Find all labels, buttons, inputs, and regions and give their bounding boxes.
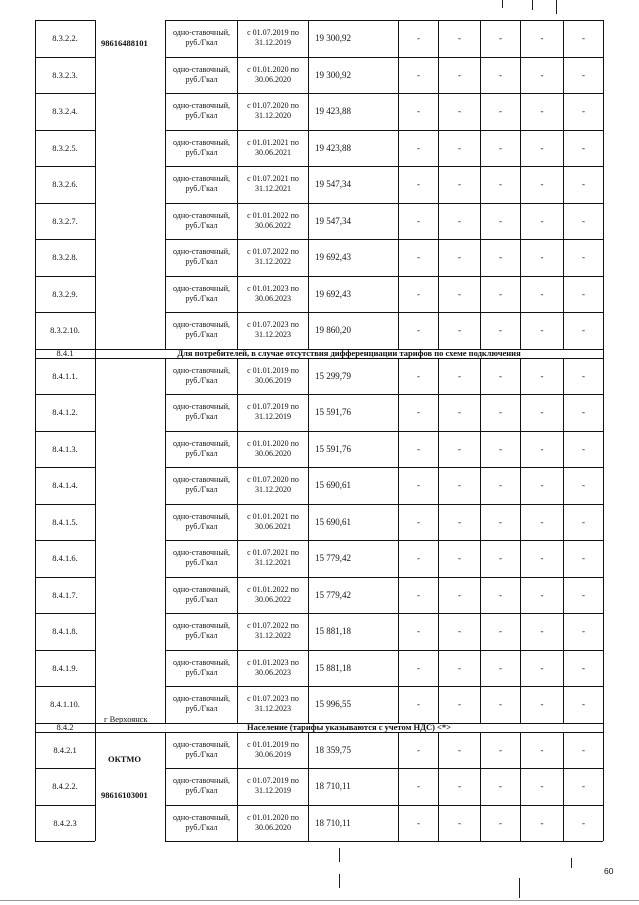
tariff-value: 15 881,18 (315, 662, 351, 673)
row-rule (603, 358, 604, 395)
empty-value-dash: - (582, 553, 585, 564)
row-code: 8.4.2.1 (53, 744, 77, 755)
tariff-type: одно-ставочный, руб./Гкал (173, 621, 230, 641)
section-rule (603, 723, 604, 732)
row-rule (95, 276, 96, 313)
empty-value-dash: - (499, 407, 502, 418)
scan-edge (0, 900, 639, 901)
row-rule (95, 540, 96, 577)
row-rule (95, 504, 96, 541)
row-rule (95, 613, 96, 650)
empty-value-dash: - (458, 662, 461, 673)
tariff-type: одно-ставочный, руб./Гкал (173, 283, 230, 303)
empty-value-dash: - (582, 179, 585, 190)
tariff-value: 19 692,43 (315, 252, 351, 263)
empty-value-dash: - (458, 325, 461, 336)
row-code: 8.4.1.5. (52, 516, 78, 527)
tariff-type: одно-ставочный, руб./Гкал (173, 174, 230, 194)
tariff-period: с 01.07.2023 по 31.12.2023 (247, 320, 299, 340)
row-code: 8.3.2.3. (52, 69, 78, 80)
row-rule (603, 613, 604, 650)
empty-value-dash: - (582, 516, 585, 527)
tariff-value: 18 710,11 (315, 781, 351, 792)
tariff-value: 15 690,61 (315, 480, 351, 491)
row-rule (95, 358, 96, 395)
empty-value-dash: - (499, 662, 502, 673)
tariff-type: одно-ставочный, руб./Гкал (173, 402, 230, 422)
empty-value-dash: - (499, 252, 502, 263)
tariff-period: с 01.07.2019 по 31.12.2019 (247, 28, 299, 48)
tariff-value: 15 591,76 (315, 443, 351, 454)
row-code: 8.4.1.9. (52, 662, 78, 673)
row-code: 8.4.2.3 (53, 817, 77, 828)
row-code: 8.4.1.1. (52, 370, 78, 381)
row-code: 8.3.2.7. (52, 215, 78, 226)
scan-artifact (519, 878, 520, 898)
oktmo-label: ОКТМО (108, 754, 141, 764)
row-rule (603, 431, 604, 468)
tariff-value: 19 547,34 (315, 215, 351, 226)
empty-value-dash: - (458, 480, 461, 491)
settlement-name: г Верхоянск (104, 714, 148, 724)
empty-value-dash: - (582, 589, 585, 600)
empty-value-dash: - (499, 817, 502, 828)
row-rule (95, 577, 96, 614)
row-rule (95, 732, 96, 769)
empty-value-dash: - (417, 142, 420, 153)
row-rule (95, 203, 96, 240)
empty-value-dash: - (582, 325, 585, 336)
empty-value-dash: - (499, 33, 502, 44)
tariff-type: одно-ставочный, руб./Гкал (173, 548, 230, 568)
row-code: 8.3.2.6. (52, 179, 78, 190)
scan-artifact (532, 0, 533, 10)
empty-value-dash: - (582, 662, 585, 673)
empty-value-dash: - (540, 142, 544, 153)
empty-value-dash: - (417, 744, 420, 755)
empty-value-dash: - (582, 443, 585, 454)
row-bottom-rule (308, 841, 603, 842)
tariff-period: с 01.01.2020 по 30.06.2020 (247, 64, 299, 84)
section-title: Для потребителей, в случае отсутствия дифференциации тарифов по схеме подключения (177, 347, 521, 358)
empty-value-dash: - (499, 553, 502, 564)
empty-value-dash: - (417, 69, 420, 80)
empty-value-dash: - (540, 407, 544, 418)
scan-artifact (571, 858, 572, 868)
row-rule (603, 577, 604, 614)
empty-value-dash: - (582, 142, 585, 153)
tariff-value: 18 359,75 (315, 744, 351, 755)
empty-value-dash: - (458, 106, 461, 117)
row-bottom-rule (35, 841, 95, 842)
empty-value-dash: - (499, 589, 502, 600)
tariff-type: одно-ставочный, руб./Гкал (173, 320, 230, 340)
empty-value-dash: - (540, 553, 544, 564)
row-rule (95, 650, 96, 687)
section-rule (95, 723, 96, 732)
tariff-period: с 01.07.2019 по 31.12.2019 (247, 402, 299, 422)
tariff-value: 15 690,61 (315, 516, 351, 527)
section-title: Население (тарифы указываются с учетом НДС) <*> (247, 721, 451, 732)
tariff-type: одно-ставочный, руб./Гкал (173, 137, 230, 157)
tariff-type: одно-ставочный, руб./Гкал (173, 657, 230, 677)
empty-value-dash: - (540, 179, 544, 190)
empty-value-dash: - (458, 553, 461, 564)
tariff-type: одно-ставочный, руб./Гкал (173, 28, 230, 48)
row-code: 8.4.1.3. (52, 443, 78, 454)
empty-value-dash: - (582, 106, 585, 117)
empty-value-dash: - (417, 215, 420, 226)
row-rule (603, 768, 604, 805)
empty-value-dash: - (499, 215, 502, 226)
empty-value-dash: - (540, 252, 544, 263)
tariff-type: одно-ставочный, руб./Гкал (173, 475, 230, 495)
empty-value-dash: - (499, 480, 502, 491)
empty-value-dash: - (417, 106, 420, 117)
row-rule (95, 805, 96, 842)
section-rule (95, 349, 96, 358)
empty-value-dash: - (582, 407, 585, 418)
empty-value-dash: - (540, 215, 544, 226)
scan-artifact (339, 848, 340, 862)
scan-artifact (556, 0, 557, 14)
tariff-type: одно-ставочный, руб./Гкал (173, 739, 230, 759)
empty-value-dash: - (417, 33, 420, 44)
empty-value-dash: - (458, 699, 461, 710)
section-code: 8.4.2 (56, 721, 74, 732)
empty-value-dash: - (417, 179, 420, 190)
empty-value-dash: - (499, 179, 502, 190)
tariff-period: с 01.07.2019 по 31.12.2019 (247, 776, 299, 796)
empty-value-dash: - (582, 817, 585, 828)
tariff-period: с 01.01.2023 по 30.06.2023 (247, 657, 299, 677)
empty-value-dash: - (417, 325, 420, 336)
row-rule (603, 805, 604, 842)
row-rule (95, 431, 96, 468)
empty-value-dash: - (582, 781, 585, 792)
empty-value-dash: - (458, 370, 461, 381)
row-code: 8.3.2.9. (52, 288, 78, 299)
row-code: 8.3.2.8. (52, 252, 78, 263)
tariff-value: 19 423,88 (315, 106, 351, 117)
tariff-period: с 01.07.2023 по 31.12.2023 (247, 694, 299, 714)
empty-value-dash: - (540, 325, 544, 336)
oktmo-code: 98616488101 (101, 38, 148, 48)
empty-value-dash: - (499, 443, 502, 454)
empty-value-dash: - (417, 626, 420, 637)
empty-value-dash: - (417, 288, 420, 299)
tariff-type: одно-ставочный, руб./Гкал (173, 694, 230, 714)
tariff-type: одно-ставочный, руб./Гкал (173, 438, 230, 458)
empty-value-dash: - (417, 817, 420, 828)
empty-value-dash: - (540, 106, 544, 117)
empty-value-dash: - (417, 662, 420, 673)
row-rule (95, 312, 96, 349)
row-rule (95, 166, 96, 203)
empty-value-dash: - (540, 781, 544, 792)
row-rule (95, 130, 96, 167)
empty-value-dash: - (417, 699, 420, 710)
row-rule (603, 540, 604, 577)
empty-value-dash: - (458, 33, 461, 44)
tariff-value: 15 591,76 (315, 407, 351, 418)
empty-value-dash: - (540, 480, 544, 491)
row-code: 8.4.1.8. (52, 626, 78, 637)
empty-value-dash: - (458, 69, 461, 80)
empty-value-dash: - (499, 69, 502, 80)
empty-value-dash: - (458, 142, 461, 153)
empty-value-dash: - (582, 699, 585, 710)
tariff-value: 15 779,42 (315, 553, 351, 564)
empty-value-dash: - (458, 443, 461, 454)
empty-value-dash: - (582, 252, 585, 263)
empty-value-dash: - (582, 626, 585, 637)
tariff-type: одно-ставочный, руб./Гкал (173, 584, 230, 604)
row-rule (603, 239, 604, 276)
empty-value-dash: - (458, 215, 461, 226)
tariff-period: с 01.01.2019 по 30.06.2019 (247, 739, 299, 759)
empty-value-dash: - (458, 626, 461, 637)
empty-value-dash: - (499, 370, 502, 381)
empty-value-dash: - (540, 662, 544, 673)
tariff-period: с 01.07.2020 по 31.12.2020 (247, 101, 299, 121)
row-rule (95, 394, 96, 431)
row-rule (95, 20, 96, 57)
row-code: 8.4.1.6. (52, 553, 78, 564)
empty-value-dash: - (499, 626, 502, 637)
row-rule (603, 20, 604, 57)
row-code: 8.4.2.2. (52, 781, 78, 792)
empty-value-dash: - (417, 516, 420, 527)
tariff-value: 19 300,92 (315, 69, 351, 80)
row-code: 8.3.2.2. (52, 33, 78, 44)
row-code: 8.3.2.10. (50, 325, 80, 336)
row-rule (603, 312, 604, 349)
tariff-period: с 01.01.2020 по 30.06.2020 (247, 438, 299, 458)
tariff-value: 19 692,43 (315, 288, 351, 299)
tariff-value: 19 547,34 (315, 179, 351, 190)
empty-value-dash: - (417, 781, 420, 792)
section-code: 8.4.1 (56, 347, 74, 358)
empty-value-dash: - (417, 480, 420, 491)
empty-value-dash: - (540, 516, 544, 527)
empty-value-dash: - (499, 325, 502, 336)
row-rule (95, 686, 96, 723)
section-rule (603, 349, 604, 358)
tariff-value: 15 881,18 (315, 626, 351, 637)
empty-value-dash: - (499, 142, 502, 153)
tariff-type: одно-ставочный, руб./Гкал (173, 101, 230, 121)
tariff-type: одно-ставочный, руб./Гкал (173, 210, 230, 230)
row-rule (603, 276, 604, 313)
empty-value-dash: - (458, 744, 461, 755)
empty-value-dash: - (582, 370, 585, 381)
row-code: 8.4.1.4. (52, 480, 78, 491)
empty-value-dash: - (458, 179, 461, 190)
empty-value-dash: - (540, 699, 544, 710)
row-rule (603, 504, 604, 541)
scan-artifact (339, 874, 340, 888)
tariff-type: одно-ставочный, руб./Гкал (173, 776, 230, 796)
empty-value-dash: - (417, 553, 420, 564)
tariff-period: с 01.01.2020 по 30.06.2020 (247, 812, 299, 832)
tariff-period: с 01.01.2023 по 30.06.2023 (247, 283, 299, 303)
tariff-type: одно-ставочный, руб./Гкал (173, 247, 230, 267)
empty-value-dash: - (499, 699, 502, 710)
row-rule (95, 239, 96, 276)
tariff-value: 15 299,79 (315, 370, 351, 381)
page-number: 60 (604, 866, 614, 876)
tariff-type: одно-ставочный, руб./Гкал (173, 812, 230, 832)
row-rule (603, 166, 604, 203)
empty-value-dash: - (417, 407, 420, 418)
empty-value-dash: - (499, 781, 502, 792)
empty-value-dash: - (458, 516, 461, 527)
row-code: 8.4.1.7. (52, 589, 78, 600)
empty-value-dash: - (417, 443, 420, 454)
tariff-period: с 01.07.2021 по 31.12.2021 (247, 548, 299, 568)
empty-value-dash: - (417, 252, 420, 263)
tariff-period: с 01.01.2021 по 30.06.2021 (247, 137, 299, 157)
empty-value-dash: - (582, 288, 585, 299)
empty-value-dash: - (540, 589, 544, 600)
row-rule (603, 394, 604, 431)
empty-value-dash: - (540, 443, 544, 454)
tariff-type: одно-ставочный, руб./Гкал (173, 511, 230, 531)
empty-value-dash: - (540, 370, 544, 381)
row-rule (603, 650, 604, 687)
empty-value-dash: - (540, 817, 544, 828)
empty-value-dash: - (540, 69, 544, 80)
empty-value-dash: - (458, 252, 461, 263)
tariff-value: 19 300,92 (315, 33, 351, 44)
empty-value-dash: - (540, 744, 544, 755)
scan-artifact (502, 0, 503, 8)
row-code: 8.3.2.4. (52, 106, 78, 117)
row-code: 8.4.1.2. (52, 407, 78, 418)
tariff-period: с 01.01.2019 по 30.06.2019 (247, 365, 299, 385)
row-rule (603, 93, 604, 130)
empty-value-dash: - (458, 781, 461, 792)
row-code: 8.4.1.10. (50, 699, 80, 710)
empty-value-dash: - (582, 215, 585, 226)
tariff-period: с 01.07.2022 по 31.12.2022 (247, 621, 299, 641)
empty-value-dash: - (582, 480, 585, 491)
empty-value-dash: - (582, 33, 585, 44)
row-rule (603, 732, 604, 769)
row-rule (603, 57, 604, 94)
row-rule (603, 203, 604, 240)
empty-value-dash: - (582, 744, 585, 755)
empty-value-dash: - (458, 817, 461, 828)
row-rule (95, 768, 96, 805)
row-rule (95, 93, 96, 130)
empty-value-dash: - (417, 370, 420, 381)
empty-value-dash: - (499, 106, 502, 117)
tariff-period: с 01.07.2022 по 31.12.2022 (247, 247, 299, 267)
empty-value-dash: - (458, 589, 461, 600)
empty-value-dash: - (540, 288, 544, 299)
oktmo-code: 98616103001 (101, 790, 148, 800)
tariff-period: с 01.01.2022 по 30.06.2022 (247, 584, 299, 604)
tariff-type: одно-ставочный, руб./Гкал (173, 64, 230, 84)
empty-value-dash: - (499, 516, 502, 527)
tariff-value: 19 423,88 (315, 142, 351, 153)
row-rule (95, 467, 96, 504)
empty-value-dash: - (540, 33, 544, 44)
tariff-period: с 01.07.2020 по 31.12.2020 (247, 475, 299, 495)
tariff-value: 19 860,20 (315, 325, 351, 336)
row-rule (95, 57, 96, 94)
row-rule (603, 130, 604, 167)
tariff-period: с 01.07.2021 по 31.12.2021 (247, 174, 299, 194)
empty-value-dash: - (540, 626, 544, 637)
row-rule (603, 686, 604, 723)
row-rule (603, 467, 604, 504)
tariff-value: 15 996,55 (315, 699, 351, 710)
row-code: 8.3.2.5. (52, 142, 78, 153)
tariff-type: одно-ставочный, руб./Гкал (173, 365, 230, 385)
tariff-value: 18 710,11 (315, 817, 351, 828)
empty-value-dash: - (458, 288, 461, 299)
empty-value-dash: - (499, 288, 502, 299)
empty-value-dash: - (417, 589, 420, 600)
empty-value-dash: - (458, 407, 461, 418)
tariff-value: 15 779,42 (315, 589, 351, 600)
tariff-period: с 01.01.2022 по 30.06.2022 (247, 210, 299, 230)
empty-value-dash: - (582, 69, 585, 80)
empty-value-dash: - (499, 744, 502, 755)
tariff-period: с 01.01.2021 по 30.06.2021 (247, 511, 299, 531)
row-bottom-rule (165, 841, 308, 842)
